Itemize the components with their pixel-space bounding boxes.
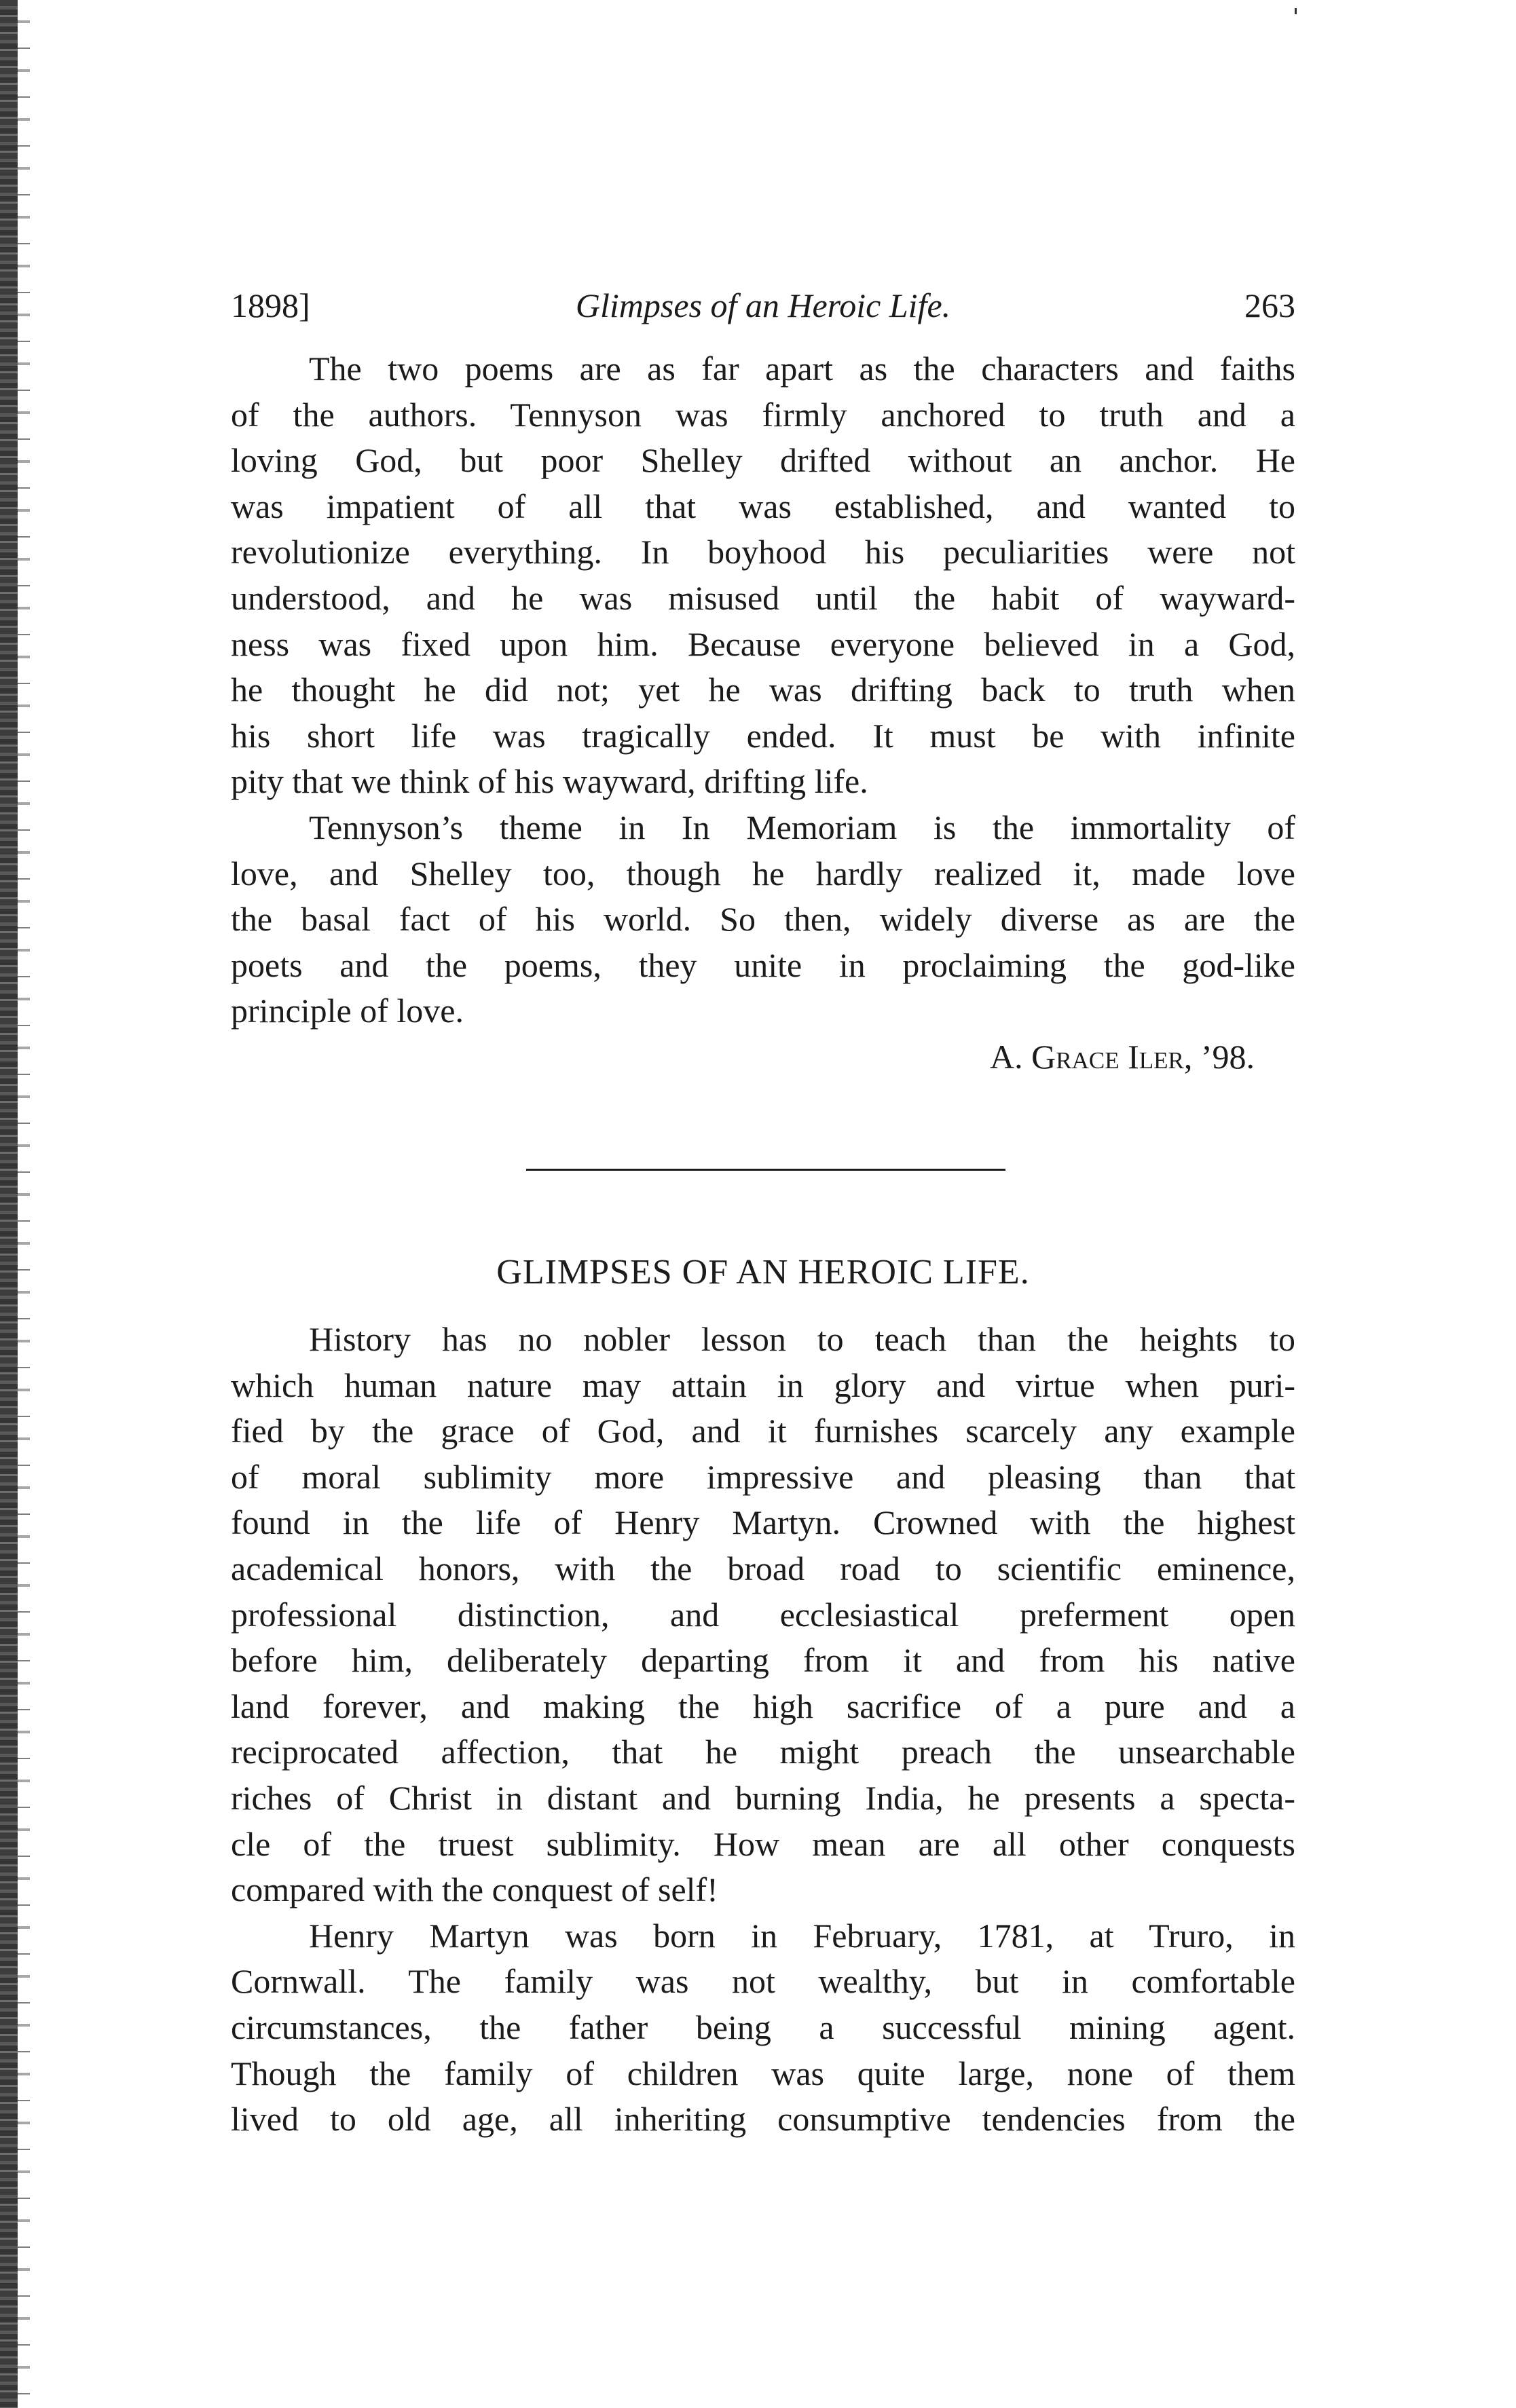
article-text bbox=[231, 1317, 1295, 2143]
text-line: compared with the conquest of self! bbox=[231, 1870, 718, 1909]
text-line: lived to old age, all inheriting consumptive tendencies from the bbox=[231, 2100, 1295, 2139]
paragraph bbox=[231, 805, 1295, 1034]
text-line: pity that we think of his wayward, drifting life. bbox=[231, 762, 868, 801]
text-line: of moral sublimity more impressive and pleasing than that bbox=[231, 1457, 1295, 1496]
text-line: The two poems are as far apart as the characters and faiths bbox=[309, 350, 1295, 388]
text-line: found in the life of Henry Martyn. Crowned with the highest bbox=[231, 1503, 1295, 1542]
text-line: before him, deliberately departing from it and from his native bbox=[231, 1641, 1295, 1680]
text-line: which human nature may attain in glory and virtue when puri- bbox=[231, 1366, 1295, 1404]
page-number: 263 bbox=[1244, 286, 1295, 324]
section-divider bbox=[526, 1169, 1005, 1171]
text-line: Tennyson’s theme in In Memoriam is the immortality of bbox=[309, 808, 1295, 846]
text-line: the basal fact of his world. So then, widely diverse as are the bbox=[231, 900, 1295, 939]
text-line: reciprocated affection, that he might preach the unsearchable bbox=[231, 1733, 1295, 1771]
paragraph bbox=[231, 1913, 1295, 2143]
scan-binding-edge bbox=[0, 0, 18, 2408]
text-line: History has no nobler lesson to teach than the heights to bbox=[309, 1320, 1295, 1358]
paragraph bbox=[231, 346, 1295, 805]
running-head-year: 1898] bbox=[231, 286, 310, 324]
text-line: circumstances, the father being a successful mining agent. bbox=[231, 2008, 1295, 2046]
paragraph bbox=[231, 1317, 1295, 1913]
text-line: land forever, and making the high sacrifice of a pure and a bbox=[231, 1687, 1295, 1725]
text-line: revolutionize everything. In boyhood his peculiarities were not bbox=[231, 533, 1295, 571]
text-line: academical honors, with the broad road to scientific eminence, bbox=[231, 1549, 1295, 1587]
text-line: Henry Martyn was born in February, 1781, at Truro, in bbox=[309, 1916, 1295, 1955]
text-line: of the authors. Tennyson was firmly anchored to truth and a bbox=[231, 395, 1295, 434]
scan-binding-shadow bbox=[18, 0, 30, 2408]
text-line: professional distinction, and ecclesiastical preferment open bbox=[231, 1595, 1295, 1634]
text-line: his short life was tragically ended. It must be with infinite bbox=[231, 716, 1295, 755]
text-line: fied by the grace of God, and it furnishes scarcely any example bbox=[231, 1412, 1295, 1450]
text-line: understood, and he was misused until the habit of wayward- bbox=[231, 578, 1295, 617]
text-line: ness was fixed upon him. Because everyone believed in a God, bbox=[231, 624, 1295, 663]
text-line: he thought he did not; yet he was drifting back to truth when bbox=[231, 671, 1295, 709]
running-head-title: Glimpses of an Heroic Life. bbox=[575, 286, 951, 324]
scan-speck bbox=[1295, 8, 1297, 14]
text-line: was impatient of all that was established, and wanted to bbox=[231, 487, 1295, 525]
running-head bbox=[231, 278, 1295, 333]
text-line: principle of love. bbox=[231, 992, 464, 1030]
author-signature: A. Grace Iler, ’98. bbox=[990, 1037, 1255, 1076]
text-line: loving God, but poor Shelley drifted without an anchor. He bbox=[231, 441, 1295, 480]
text-line: love, and Shelley too, though he hardly realized it, made love bbox=[231, 854, 1295, 892]
text-line: Though the family of children was quite large, none of them bbox=[231, 2054, 1295, 2092]
text-line: poets and the poems, they unite in proclaiming the god-like bbox=[231, 945, 1295, 984]
text-line: riches of Christ in distant and burning India, he presents a specta- bbox=[231, 1778, 1295, 1817]
previous-article-text bbox=[231, 346, 1295, 1080]
text-line: cle of the truest sublimity. How mean are all other conquests bbox=[231, 1824, 1295, 1863]
text-line: Cornwall. The family was not wealthy, but in comfortable bbox=[231, 1962, 1295, 2001]
article-title: GLIMPSES OF AN HEROIC LIFE. bbox=[496, 1253, 1030, 1292]
